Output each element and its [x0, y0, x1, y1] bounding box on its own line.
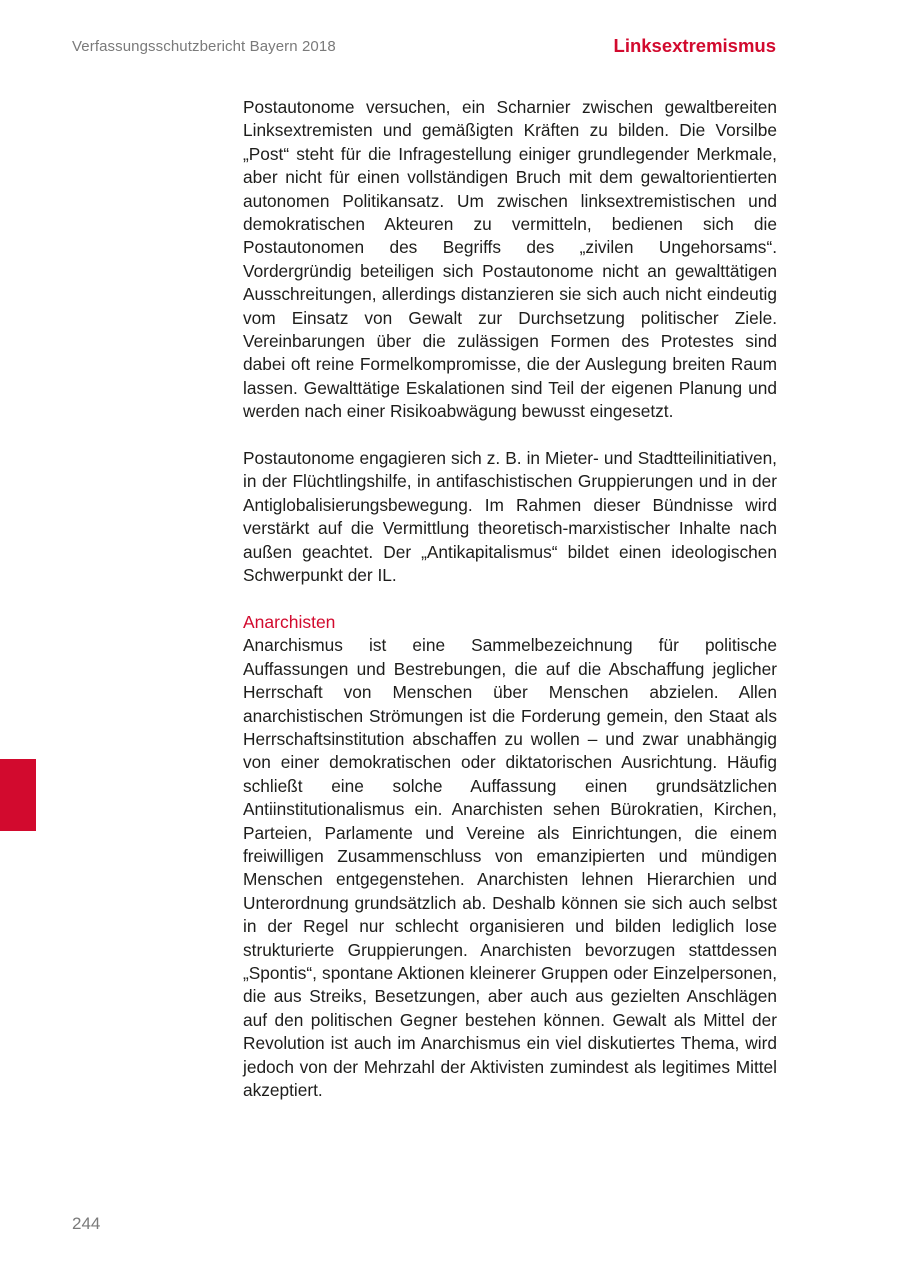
section-heading-anarchisten: Anarchisten [243, 611, 336, 632]
paragraph-anarchisten: Anarchismus ist eine Sammelbezeichnung für politische Auffassungen und Bestrebungen, die auf die Abschaffung jeglicher Herrschaft von Menschen über Menschen abzielen. Allen anarchistischen Strömungen ist die Forderung gemein, den Staat als Herrschaftsinstitution abschaffen zu wollen – und zwar unabhängig von einer demokratischen oder diktatorischen Ausrichtung. Häufig schließt eine solche Auffassung einen grundsätzlichen Antiinstitutionalismus ein. Anarchisten sehen Bürokratien, Kirchen, Parteien, Parlamente und Vereine als Einrichtungen, die einem freiwilligen Zusammenschluss von emanzipierten und mündigen Menschen entgegenstehen. Anarchisten lehnen Hierarchien und Unterordnung grundsätzlich ab. Deshalb können sie sich auch selbst in der Regel nur schlecht organisieren und bilden lediglich lose strukturierte Gruppierungen. Anarchisten bevorzugen stattdessen „Spontis“, spontane Aktionen kleinerer Gruppen oder Einzelpersonen, die aus Streiks, Besetzungen, aber auch aus gezielten Anschlägen auf den politischen Gegner bestehen können. Gewalt als Mittel der Revolution ist auch im Anarchismus ein viel diskutiertes Thema, wird jedoch von der Mehrzahl der Aktivisten zumindest als legitimes Mittel akzeptiert. [243, 635, 777, 1101]
page-number: 244 [72, 1214, 101, 1233]
paragraph-postautonome-1: Postautonome versuchen, ein Scharnier zwischen gewaltbereiten Linksextremisten und gemäßigten Kräften zu bilden. Die Vorsilbe „Post“ steht für die Infragestellung einiger grundlegender Merkmale, aber nicht für einen vollständigen Bruch mit dem gewaltorientierten autonomen Politikansatz. Um zwischen linksextremistischen und demokratischen Akteuren zu vermitteln, bedienen sich die Postautonomen des Begriffs des „zivilen Ungehorsams“. Vordergründig beteiligen sich Postautonome nicht an gewalttätigen Ausschreitungen, allerdings distanzieren sie sich auch nicht eindeutig vom Einsatz von Gewalt zur Durchsetzung politischer Ziele. Vereinbarungen über die zulässigen Formen des Protestes sind dabei oft reine Formelkompromisse, die der Auslegung breiten Raum lassen. Gewalttätige Eskalationen sind Teil der eigenen Planung und werden nach einer Risikoabwägung bewusst eingesetzt. [243, 97, 777, 422]
chapter-marker-tab [0, 759, 36, 831]
publication-title: Verfassungsschutzbericht Bayern 2018 [72, 38, 336, 55]
paragraph-postautonome-2: Postautonome engagieren sich z. B. in Mieter- und Stadtteilinitiativen, in der Flüchtlingshilfe, in antifaschistischen Gruppierungen und in der Antiglobalisierungsbewegung. Im Rahmen dieser Bündnisse wird verstärkt auf die Vermittlung theoretisch-marxistischer Inhalte nach außen geachtet. Der „Antikapitalismus“ bildet einen ideologischen Schwerpunkt der IL. [243, 448, 777, 586]
main-content [243, 96, 777, 1102]
chapter-title: Linksextremismus [613, 35, 776, 56]
